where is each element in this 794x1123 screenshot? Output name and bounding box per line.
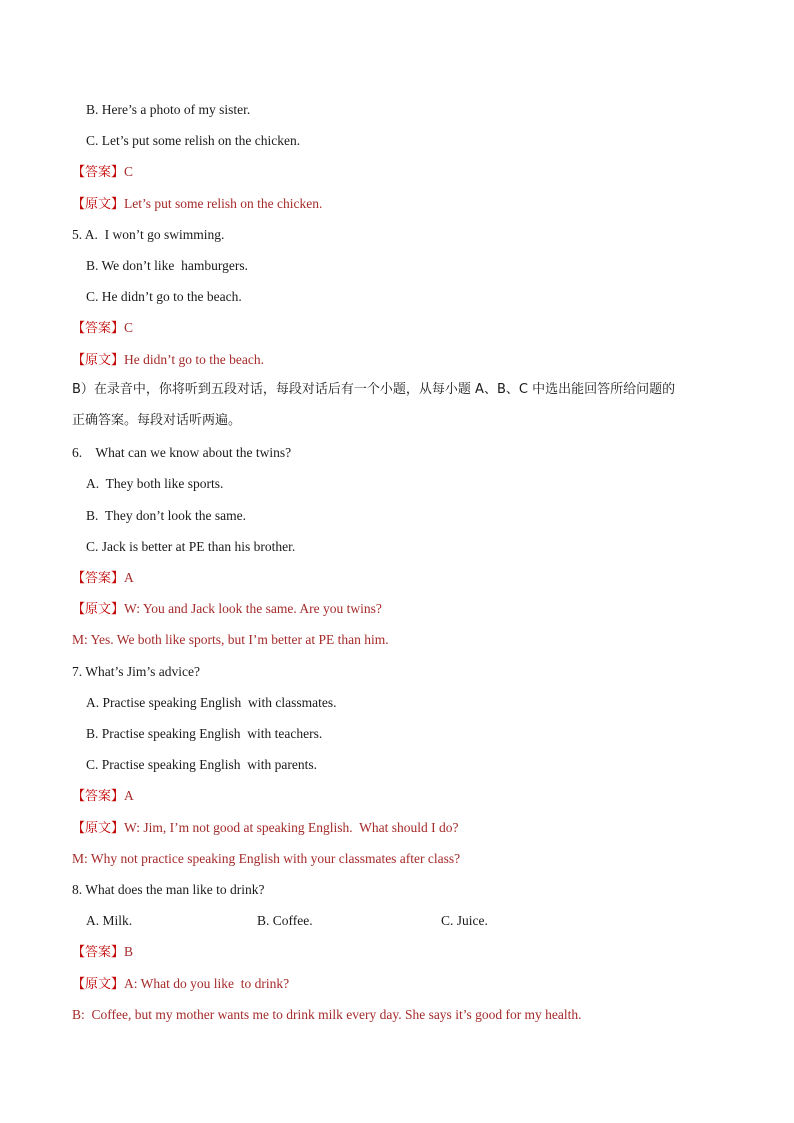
q8-answer: B [124,944,134,959]
q5-option-c: C. He didn’t go to the beach. [86,289,242,304]
q7-transcript-row [72,818,458,838]
q4-transcript-row [72,194,322,214]
answer-label: 【答案】 [72,945,125,960]
transcript-label: 【原文】 [72,602,125,617]
q5-option-b: B. We don’t like hamburgers. [86,258,249,273]
q6-question: 6. What can we know about the twins? [72,445,292,460]
q6-option-a: A. They both like sports. [86,476,224,491]
transcript-label: 【原文】 [72,977,125,992]
q5-answer: C [124,320,134,335]
q5-transcript: He didn’t go to the beach. [124,352,264,367]
transcript-label: 【原文】 [72,353,125,368]
section-b-instruction-line2: 正确答案。每段对话听两遍。 [72,413,242,428]
section-b-instruction-line1: B）在录音中，你将听到五段对话，每段对话后有一个小题，从每小题 A、B、C 中选出能回答所给问题的 [72,382,676,397]
q8-transcript-row [72,974,289,994]
q4-answer-row [72,162,133,182]
q7-transcript-line2: M: Why not practice speaking English with your classmates after class? [72,851,461,866]
q7-option-c: C. Practise speaking English with parents. [86,757,317,772]
answer-label: 【答案】 [72,165,125,180]
q8-transcript-line2: B: Coffee, but my mother wants me to drink milk every day. She says it’s good for my health. [72,1007,582,1022]
q8-question: 8. What does the man like to drink? [72,882,265,897]
answer-label: 【答案】 [72,321,125,336]
q7-answer-row [72,786,134,806]
transcript-label: 【原文】 [72,821,125,836]
q4-answer: C [124,164,134,179]
q6-transcript-line1: W: You and Jack look the same. Are you twins? [124,601,382,616]
q8-options-row [86,911,686,931]
q6-option-b: B. They don’t look the same. [86,508,246,523]
q7-option-a: A. Practise speaking English with classmates. [86,695,337,710]
q8-transcript-line1: A: What do you like to drink? [124,976,290,991]
q8-option-b: B. Coffee. [257,913,313,928]
q6-transcript-row [72,599,382,619]
q8-option-c: C. Juice. [441,913,488,928]
q4-transcript: Let’s put some relish on the chicken. [124,196,323,211]
q8-option-a: A. Milk. [86,913,133,928]
q8-answer-row [72,942,133,962]
q5-answer-row [72,318,133,338]
q7-answer: A [124,788,134,803]
q7-option-b: B. Practise speaking English with teachers. [86,726,323,741]
q7-question: 7. What’s Jim’s advice? [72,664,200,679]
q6-transcript-line2: M: Yes. We both like sports, but I’m better at PE than him. [72,632,389,647]
q5-transcript-row [72,350,264,370]
q6-answer: A [124,570,134,585]
q4-option-b: B. Here’s a photo of my sister. [86,102,251,117]
q6-option-c: C. Jack is better at PE than his brother. [86,539,296,554]
transcript-label: 【原文】 [72,197,125,212]
q5-option-a: 5. A. I won’t go swimming. [72,227,225,242]
q6-answer-row [72,568,134,588]
answer-label: 【答案】 [72,789,125,804]
answer-label: 【答案】 [72,571,125,586]
q7-transcript-line1: W: Jim, I’m not good at speaking English. What should I do? [124,820,459,835]
q4-option-c: C. Let’s put some relish on the chicken. [86,133,301,148]
